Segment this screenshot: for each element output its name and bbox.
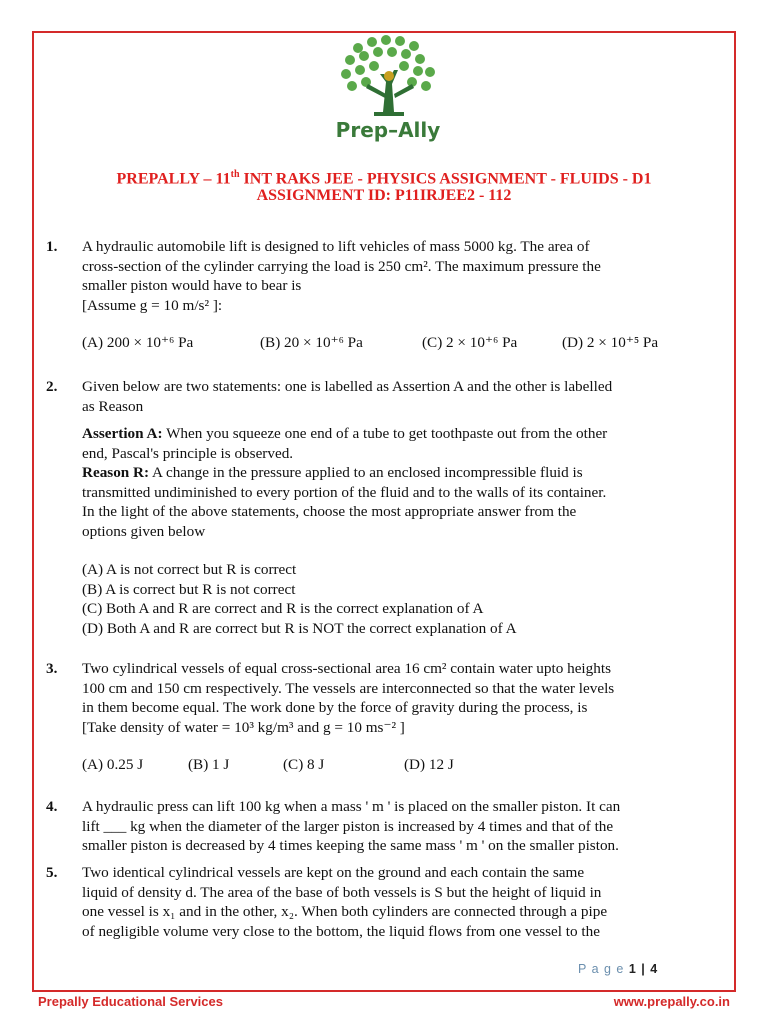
assignment-id: ASSIGNMENT ID: P11IRJEE2 - 112	[256, 187, 512, 204]
question-number: 1.	[46, 238, 58, 255]
question-text: cross-section of the cylinder carrying the load is 250 cm². The maximum pressure the	[82, 257, 601, 275]
page-indicator	[578, 962, 658, 976]
option-d[interactable]: (D) Both A and R are correct but R is NOT the correct explanation of A	[82, 619, 517, 637]
option-b[interactable]: (B) 1 J	[188, 756, 230, 773]
option-c[interactable]: (C) 8 J	[283, 756, 325, 773]
question-text: Given below are two statements: one is labelled as Assertion A and the other is labelled	[82, 378, 613, 395]
question-text: smaller piston would have to bear is	[82, 277, 302, 294]
question-5	[46, 863, 726, 941]
question-1	[46, 237, 726, 353]
option-a[interactable]: (A) 200 × 10⁺⁶ Pa	[82, 334, 194, 351]
question-text: 100 cm and 150 cm respectively. The vessels are interconnected so that the water levels	[82, 679, 615, 697]
question-text: liquid of density d. The area of the base of both vessels is S but the height of liquid in	[82, 883, 602, 901]
assertion-text: When you squeeze one end of a tube to get toothpaste out from the other	[162, 425, 608, 442]
page-separator: |	[636, 962, 651, 976]
question-number: 4.	[46, 798, 58, 815]
options-row	[82, 333, 726, 353]
question-text: [Take density of water = 10³ kg/m³ and g = 10 ms⁻² ]	[82, 718, 405, 736]
question-text: A hydraulic automobile lift is designed to lift vehicles of mass 5000 kg. The area of	[82, 238, 590, 255]
footer-website-link[interactable]: www.prepally.co.in	[613, 994, 730, 1009]
option-c[interactable]: (C) 2 × 10⁺⁶ Pa	[422, 334, 518, 351]
assignment-title	[40, 169, 728, 188]
page-label: P a g e	[578, 962, 629, 976]
assertion-line	[82, 424, 726, 444]
assertion-text: end, Pascal's principle is observed.	[82, 444, 294, 462]
question-text: one vessel is x₁ and in the other, x₂. When both cylinders are connected through a pipe	[82, 903, 608, 920]
option-c[interactable]: (C) Both A and R are correct and R is the correct explanation of A	[82, 600, 484, 617]
page-number: 1	[628, 962, 637, 976]
question-text: A hydraulic press can lift 100 kg when a mass ' m ' is placed on the smaller piston. It can	[82, 798, 621, 815]
question-3	[46, 659, 726, 775]
question-text: Two cylindrical vessels of equal cross-sectional area 16 cm² contain water upto heights	[82, 660, 611, 677]
reason-label: Reason R:	[82, 464, 150, 481]
title-suffix: INT RAKS JEE - PHYSICS ASSIGNMENT - FLUIDS - D1	[239, 170, 652, 188]
reason-text: In the light of the above statements, choose the most appropriate answer from the	[82, 503, 577, 520]
question-text: lift ___ kg when the diameter of the larger piston is increased by 4 times and that of the	[82, 817, 614, 835]
question-number: 3.	[46, 660, 58, 677]
option-d[interactable]: (D) 2 × 10⁺⁵ Pa	[562, 334, 659, 351]
question-number: 5.	[46, 864, 58, 881]
option-b[interactable]: (B) A is correct but R is not correct	[82, 580, 296, 598]
question-text: [Assume g = 10 m/s² ]:	[82, 296, 223, 314]
question-text: of negligible volume very close to the bottom, the liquid flows from one vessel to the	[82, 922, 600, 940]
options-row	[82, 755, 726, 775]
reason-text: transmitted undiminished to every portion of the fluid and to the walls of its container.	[82, 483, 607, 501]
question-text: smaller piston is decreased by 4 times keeping the same mass ' m ' on the smaller piston.	[82, 837, 619, 854]
option-b[interactable]: (B) 20 × 10⁺⁶ Pa	[260, 334, 363, 351]
reason-text: A change in the pressure applied to an enclosed incompressible fluid is	[149, 464, 583, 481]
title-superscript: th	[230, 169, 240, 180]
reason-text: options given below	[82, 522, 206, 540]
option-a[interactable]: (A) A is not correct but R is correct	[82, 561, 297, 578]
page-total: 4	[650, 962, 659, 976]
question-2	[46, 377, 726, 638]
title-prefix: PREPALLY – 11	[116, 170, 231, 188]
option-a[interactable]: (A) 0.25 J	[82, 756, 144, 773]
assertion-label: Assertion A:	[82, 425, 163, 442]
logo-text: Prep–Ally	[335, 118, 441, 142]
question-text: as Reason	[82, 397, 144, 415]
reason-line	[82, 463, 726, 483]
question-text: Two identical cylindrical vessels are kept on the ground and each contain the same	[82, 864, 585, 881]
question-4	[46, 797, 726, 856]
footer-company: Prepally Educational Services	[38, 994, 223, 1009]
question-text: in them become equal. The work done by the force of gravity during the process, is	[82, 699, 588, 716]
option-d[interactable]: (D) 12 J	[404, 756, 454, 773]
question-number: 2.	[46, 378, 58, 395]
